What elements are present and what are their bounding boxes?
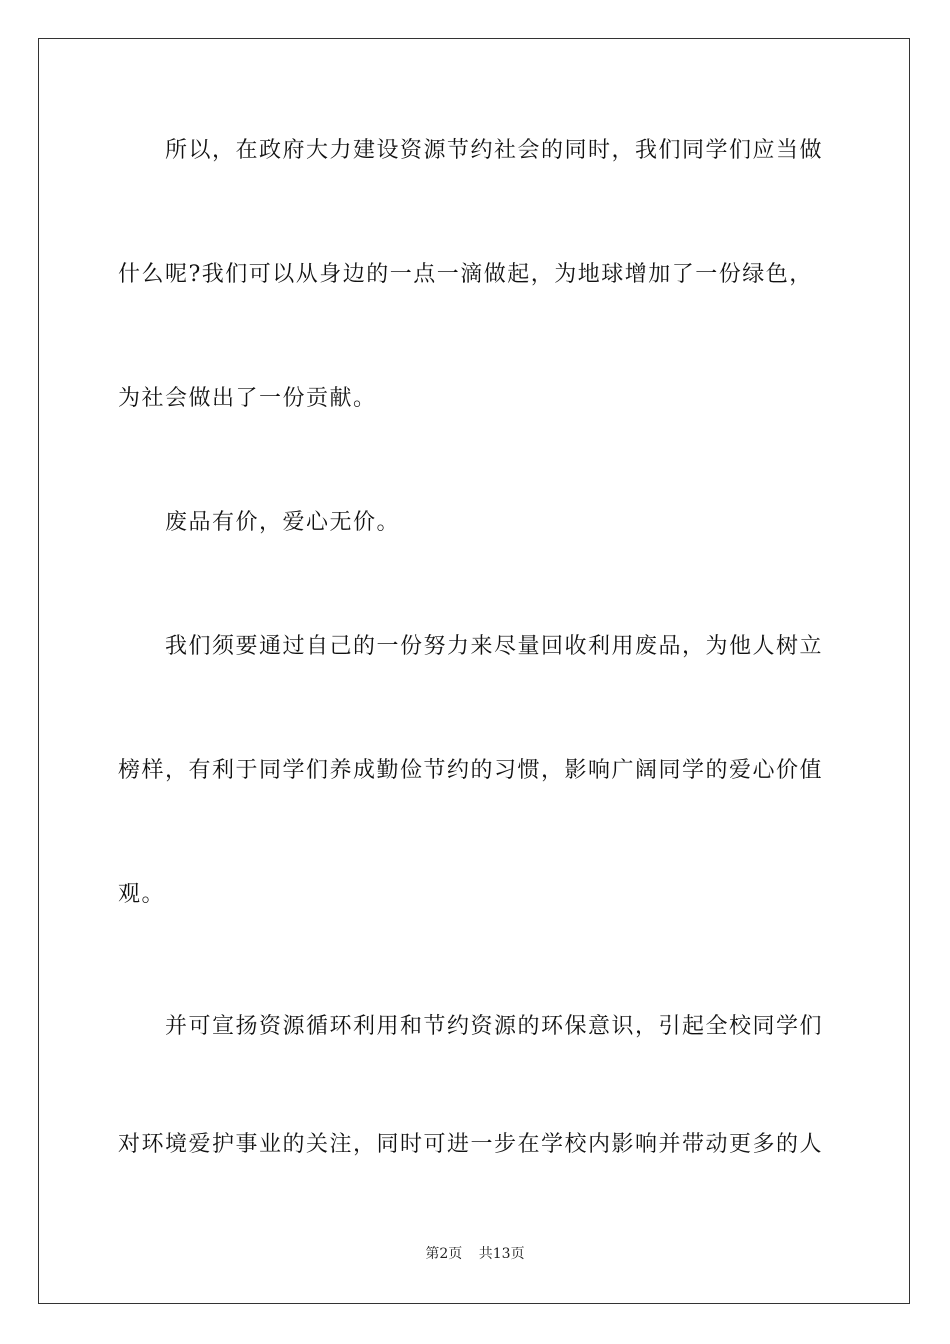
page-frame: [38, 38, 910, 1304]
paragraph-line-3: 为社会做出了一份贡献。: [118, 386, 377, 411]
paragraph-line-1: 所以，在政府大力建设资源节约社会的同时，我们同学们应当做: [165, 138, 824, 163]
paragraph-line-2: 什么呢?我们可以从身边的一点一滴做起，为地球增加了一份绿色，: [118, 262, 813, 287]
paragraph-line-5: 我们须要通过自己的一份努力来尽量回收利用废品，为他人树立: [165, 634, 824, 659]
paragraph-line-9: 对环境爱护事业的关注，同时可进一步在学校内影响并带动更多的人: [118, 1132, 824, 1157]
paragraph-line-8: 并可宣扬资源循环利用和节约资源的环保意识，引起全校同学们: [165, 1014, 824, 1039]
paragraph-line-7: 观。: [118, 882, 166, 907]
page-number: 第2页: [425, 1246, 463, 1262]
page-footer: [0, 1244, 950, 1264]
paragraph-line-4: 废品有价，爱心无价。: [165, 510, 401, 535]
page-total: 共13页: [478, 1246, 525, 1262]
paragraph-line-6: 榜样，有利于同学们养成勤俭节约的习惯，影响广阔同学的爱心价值: [118, 758, 824, 783]
